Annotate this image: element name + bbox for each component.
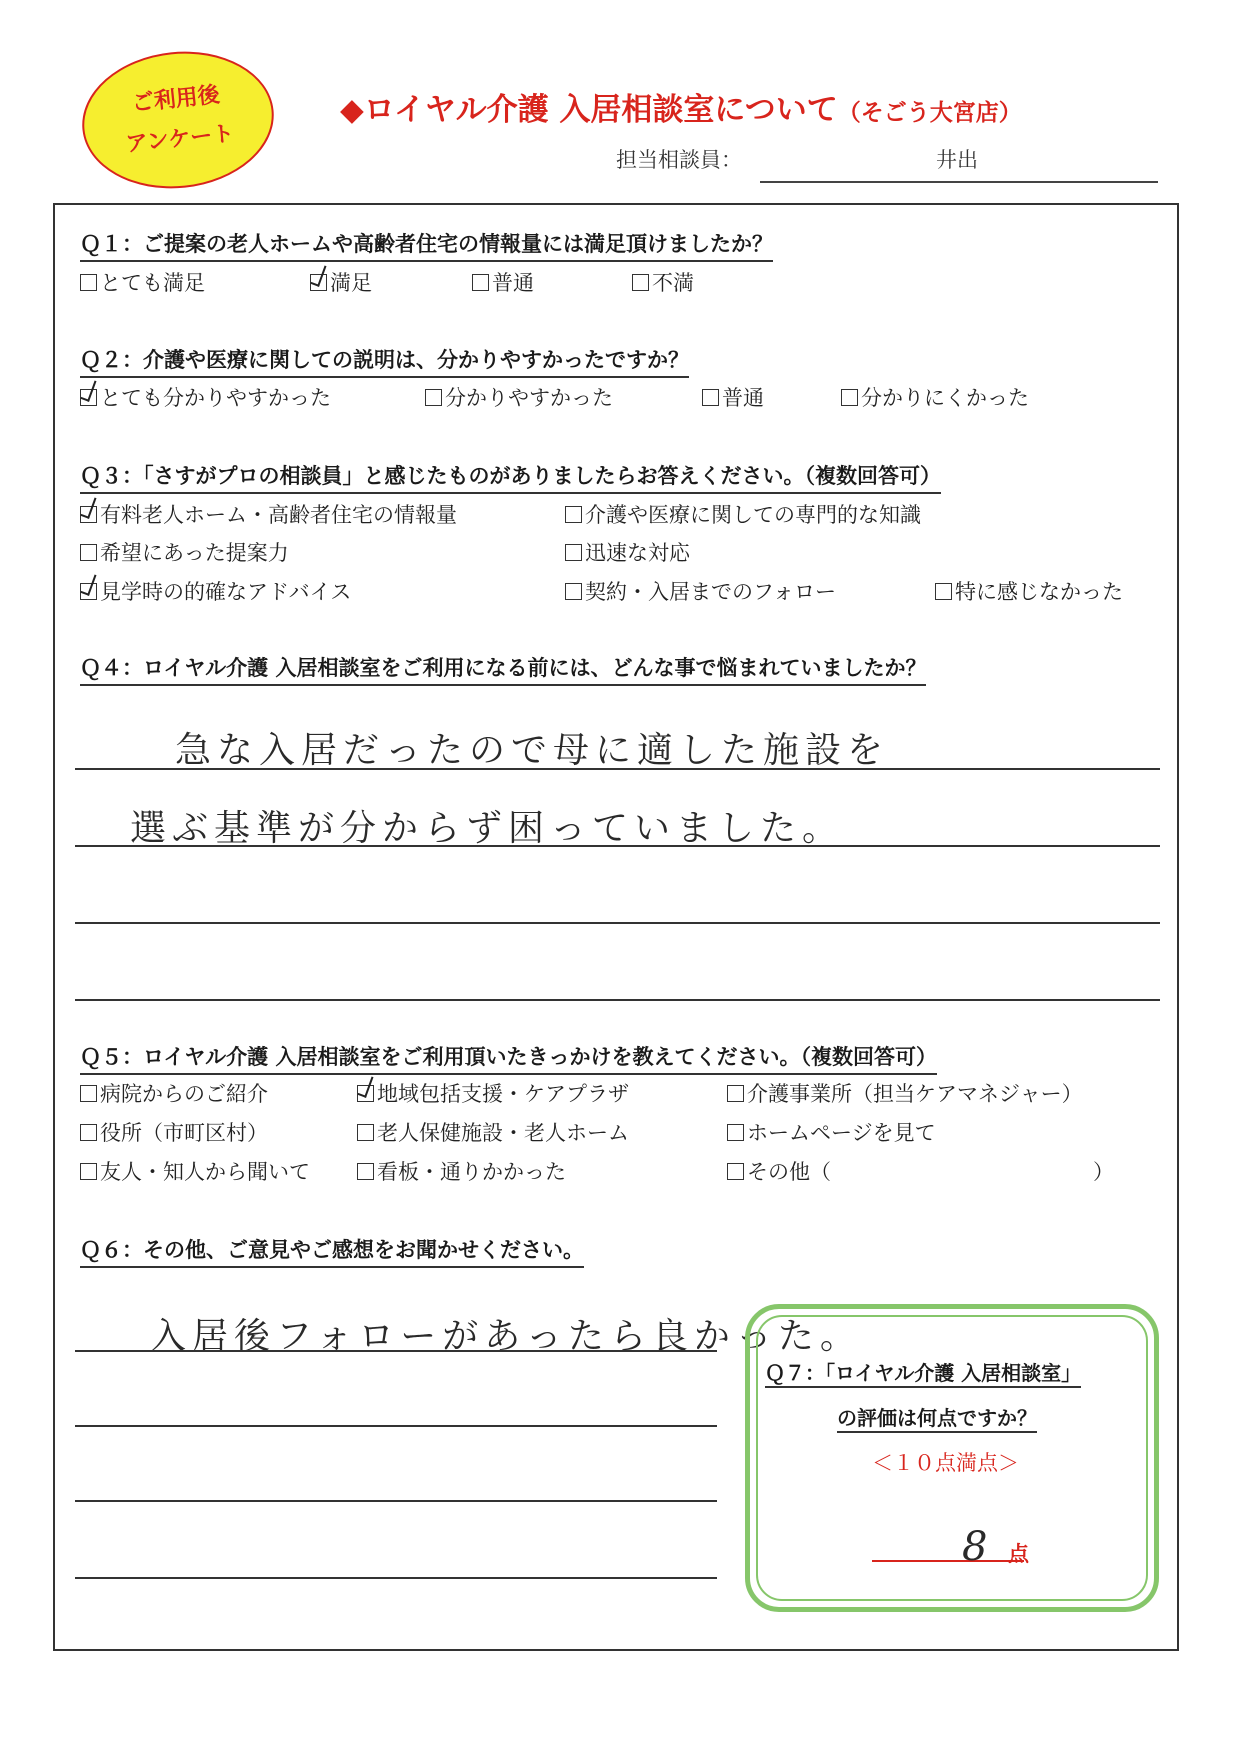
counselor-underline	[760, 181, 1158, 183]
q3-title: Ｑ３：「さすがプロの相談員」と感じたものがありましたらお答えください。（複数回答可）	[80, 461, 941, 494]
checkbox-icon	[472, 274, 489, 291]
q6-answer-rule	[75, 1577, 717, 1579]
survey-badge	[75, 42, 280, 197]
score-underline	[872, 1560, 1024, 1562]
q5-option-hospital[interactable]: 病院からのご紹介	[80, 1080, 268, 1108]
q5-option-city-office[interactable]: 役所（市町区村）	[80, 1119, 268, 1147]
q4-answer-rule	[75, 768, 1160, 770]
q3-option-follow-up[interactable]: 契約・入居までのフォロー	[565, 578, 836, 606]
q1-option-satisfied[interactable]: 満足	[310, 269, 372, 297]
q5-other-close-paren: ）	[1093, 1160, 1114, 1184]
checkbox-icon	[357, 1163, 374, 1180]
q6-answer-rule	[75, 1350, 717, 1352]
q2-option-clear[interactable]: 分かりやすかった	[425, 384, 613, 412]
q1-title: Ｑ１：ご提案の老人ホームや高齢者住宅の情報量には満足頂けましたか？	[80, 229, 773, 262]
checkbox-icon	[727, 1124, 744, 1141]
q3-option-expert-knowledge[interactable]: 介護や医療に関しての専門的な知識	[565, 501, 921, 529]
q4-answer-line-1: 急な入居だったので母に適した施設を	[175, 730, 890, 771]
q5-option-friend[interactable]: 友人・知人から聞いて	[80, 1158, 310, 1186]
q2-option-unclear[interactable]: 分かりにくかった	[841, 384, 1029, 412]
page-title-store: （そごう大宮店）	[837, 100, 1022, 126]
checkbox-icon	[565, 544, 582, 561]
q6-answer-rule	[75, 1500, 717, 1502]
page-title-main: ◆ロイヤル介護 入居相談室について	[340, 92, 838, 128]
q4-answer-line-2: 選ぶ基準が分からず困っていました。	[130, 808, 845, 849]
q1-option-dissatisfied[interactable]: 不満	[632, 269, 694, 297]
q4-answer-rule	[75, 922, 1160, 924]
q5-option-signboard[interactable]: 看板・通りかかった	[357, 1158, 566, 1186]
counselor-name: 井出	[936, 148, 978, 172]
counselor-label: 担当相談員：	[616, 148, 742, 172]
q5-option-homepage[interactable]: ホームページを見て	[727, 1119, 936, 1147]
q6-answer-rule	[75, 1425, 717, 1427]
q7-scale: ＜１０点満点＞	[872, 1451, 1019, 1475]
checkbox-icon	[425, 389, 442, 406]
q5-option-care-plaza[interactable]: 地域包括支援・ケアプラザ	[357, 1080, 629, 1108]
q3-option-tour-advice[interactable]: 見学時の的確なアドバイス	[80, 578, 351, 606]
checkbox-icon	[357, 1124, 374, 1141]
page-title	[340, 84, 1022, 129]
checkbox-icon	[565, 583, 582, 600]
badge-line-2: アンケート	[124, 121, 236, 158]
q3-option-none[interactable]: 特に感じなかった	[935, 578, 1123, 606]
q4-answer-rule	[75, 845, 1160, 847]
q6-title: Ｑ６：その他、ご意見やご感想をお聞かせください。	[80, 1235, 584, 1268]
q4-title: Ｑ４：ロイヤル介護 入居相談室をご利用になる前には、どんな事で悩まれていましたか？	[80, 653, 926, 686]
q1-option-normal[interactable]: 普通	[472, 269, 534, 297]
checkbox-icon	[935, 583, 952, 600]
checked-checkbox-icon	[80, 389, 97, 406]
q5-option-care-office[interactable]: 介護事業所（担当ケアマネジャー）	[727, 1080, 1083, 1108]
score-unit: 点	[1008, 1542, 1029, 1566]
q3-option-proposal[interactable]: 希望にあった提案力	[80, 539, 289, 567]
checkbox-icon	[80, 1085, 97, 1102]
checkbox-icon	[632, 274, 649, 291]
checkbox-icon	[80, 544, 97, 561]
q5-title: Ｑ５：ロイヤル介護 入居相談室をご利用頂いたきっかけを教えてください。（複数回答可）	[80, 1042, 937, 1075]
q7-title-line-1: Ｑ７：「ロイヤル介護 入居相談室」	[765, 1357, 1081, 1388]
checkbox-icon	[80, 274, 97, 291]
q7-title-line-2: の評価は何点ですか？	[837, 1402, 1037, 1433]
q3-option-quick-response[interactable]: 迅速な対応	[565, 539, 690, 567]
q5-option-other[interactable]: その他（	[727, 1158, 831, 1186]
checked-checkbox-icon	[80, 583, 97, 600]
q1-option-very-satisfied[interactable]: とても満足	[80, 269, 205, 297]
q3-option-info-volume[interactable]: 有料老人ホーム・高齢者住宅の情報量	[80, 501, 457, 529]
q4-answer-rule	[75, 999, 1160, 1001]
checkbox-icon	[727, 1163, 744, 1180]
checkbox-icon	[727, 1085, 744, 1102]
checkbox-icon	[80, 1163, 97, 1180]
score-value[interactable]: 8	[962, 1524, 988, 1570]
checkbox-icon	[702, 389, 719, 406]
checked-checkbox-icon	[357, 1085, 374, 1102]
checkbox-icon	[80, 1124, 97, 1141]
checked-checkbox-icon	[310, 274, 327, 291]
checked-checkbox-icon	[80, 506, 97, 523]
q2-title: Ｑ２：介護や医療に関しての説明は、分かりやすかったですか？	[80, 345, 689, 378]
q6-answer-line-1: 入居後フォローがあったら良かった。	[150, 1316, 862, 1357]
checkbox-icon	[841, 389, 858, 406]
q2-option-normal[interactable]: 普通	[702, 384, 764, 412]
badge-line-1: ご利用後	[130, 82, 221, 117]
checkbox-icon	[565, 506, 582, 523]
q5-option-nursing-facility[interactable]: 老人保健施設・老人ホーム	[357, 1119, 629, 1147]
q2-option-very-clear[interactable]: とても分かりやすかった	[80, 384, 331, 412]
